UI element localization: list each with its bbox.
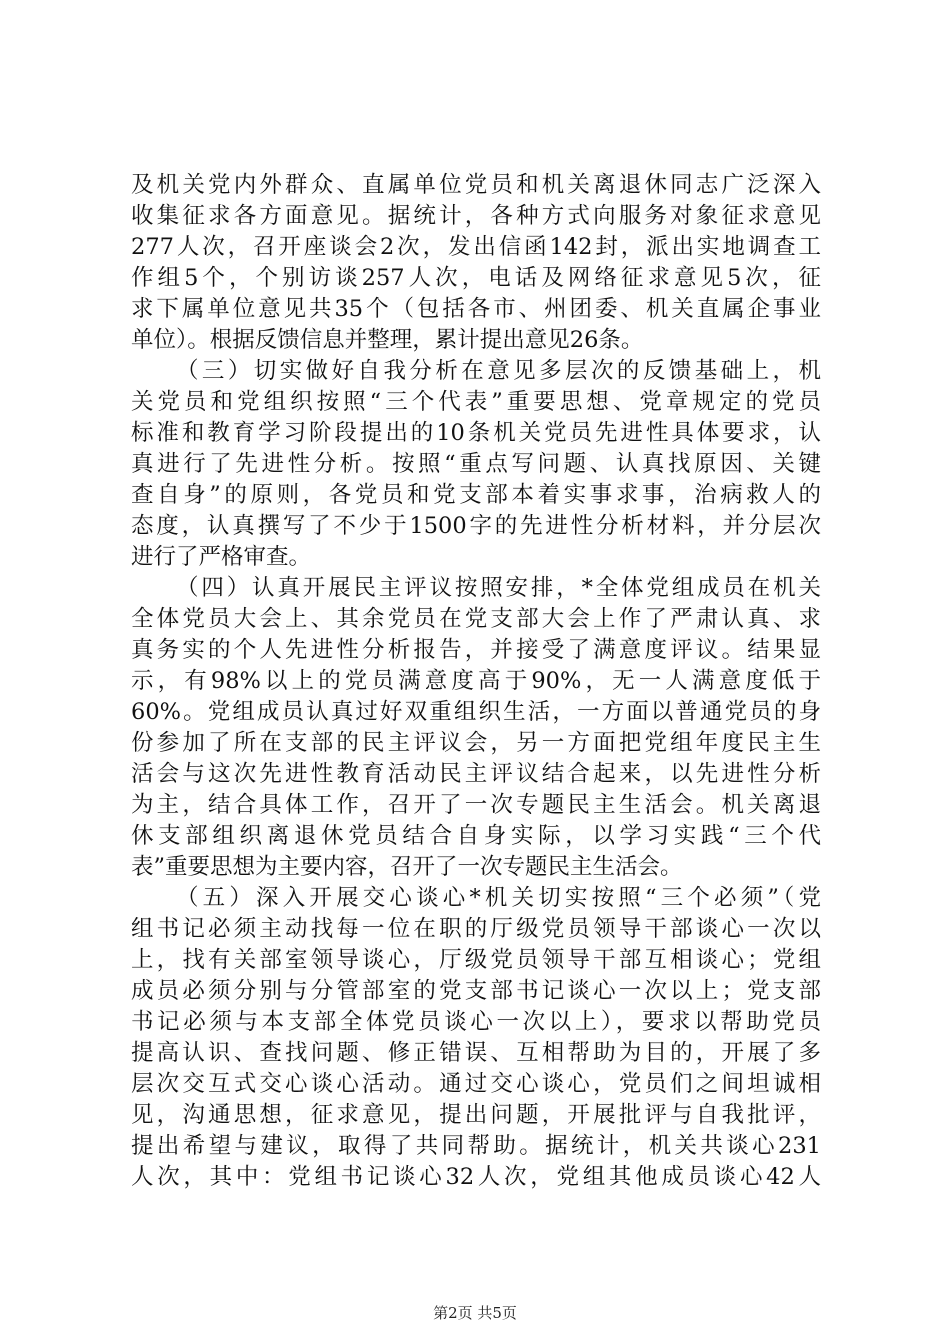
text-line: 查自身”的原则，各党员和党支部本着实事求事，治病救人的	[131, 482, 821, 508]
text-line: 作组5个，个别访谈257人次，电话及网络征求意见5次，征	[131, 265, 821, 291]
text-line: 层次交互式交心谈心活动。通过交心谈心，党员们之间坦诚相	[131, 1071, 821, 1097]
text-line: 见，沟通思想，征求意见，提出问题，开展批评与自我批评，	[131, 1102, 821, 1128]
text-line: 成员必须分别与分管部室的党支部书记谈心一次以上；党支部	[131, 978, 821, 1004]
text-line: 进行了严格审查。	[131, 544, 312, 570]
text-line: 提高认识、查找问题、修正错误、互相帮助为目的，开展了多	[131, 1040, 821, 1066]
text-line: 关党员和党组织按照“三个代表”重要思想、党章规定的党员	[131, 389, 821, 415]
text-line: 休支部组织离退休党员结合自身实际，以学习实践“三个代	[131, 823, 821, 849]
document-body	[131, 170, 821, 1193]
text-line: （四）认真开展民主评议按照安排，*全体党组成员在机关	[176, 575, 821, 601]
text-line: 单位）。根据反馈信息并整理，累计提出意见26条。	[131, 327, 644, 353]
text-line: 求下属单位意见共35个（包括各市、州团委、机关直属企事业	[131, 296, 821, 322]
text-line: 收集征求各方面意见。据统计，各种方式向服务对象征求意见	[131, 203, 821, 229]
text-line: 标准和教育学习阶段提出的10条机关党员先进性具体要求，认	[131, 420, 821, 446]
text-line: 活会与这次先进性教育活动民主评议结合起来，以先进性分析	[131, 761, 821, 787]
text-line: 277人次，召开座谈会2次，发出信函142封，派出实地调查工	[131, 234, 821, 260]
text-line: 示，有98%以上的党员满意度高于90%，无一人满意度低于	[131, 668, 821, 694]
text-line: 组书记必须主动找每一位在职的厅级党员领导干部谈心一次以	[131, 916, 821, 942]
text-line: 提出希望与建议，取得了共同帮助。据统计，机关共谈心231	[131, 1133, 821, 1159]
text-line: 上，找有关部室领导谈心，厅级党员领导干部互相谈心；党组	[131, 947, 821, 973]
text-line: （三）切实做好自我分析在意见多层次的反馈基础上，机	[176, 358, 821, 384]
text-line: 真进行了先进性分析。按照“重点写问题、认真找原因、关键	[131, 451, 821, 477]
page-footer: 第2页 共5页	[433, 1304, 517, 1322]
text-line: 为主，结合具体工作，召开了一次专题民主生活会。机关离退	[131, 792, 821, 818]
text-line: 全体党员大会上、其余党员在党支部大会上作了严肃认真、求	[131, 606, 821, 632]
text-line: 表”重要思想为主要内容，召开了一次专题民主生活会。	[131, 854, 683, 880]
text-line: （五）深入开展交心谈心*机关切实按照“三个必须”（党	[176, 885, 821, 911]
text-line: 书记必须与本支部全体党员谈心一次以上），要求以帮助党员	[131, 1009, 821, 1035]
text-line: 份参加了所在支部的民主评议会，另一方面把党组年度民主生	[131, 730, 821, 756]
text-line: 60%。党组成员认真过好双重组织生活，一方面以普通党员的身	[131, 699, 821, 725]
text-line: 人次，其中：党组书记谈心32人次，党组其他成员谈心42人	[131, 1164, 821, 1190]
text-line: 及机关党内外群众、直属单位党员和机关离退休同志广泛深入	[131, 172, 821, 198]
text-line: 真务实的个人先进性分析报告，并接受了满意度评议。结果显	[131, 637, 821, 663]
text-line: 态度，认真撰写了不少于1500字的先进性分析材料，并分层次	[131, 513, 821, 539]
